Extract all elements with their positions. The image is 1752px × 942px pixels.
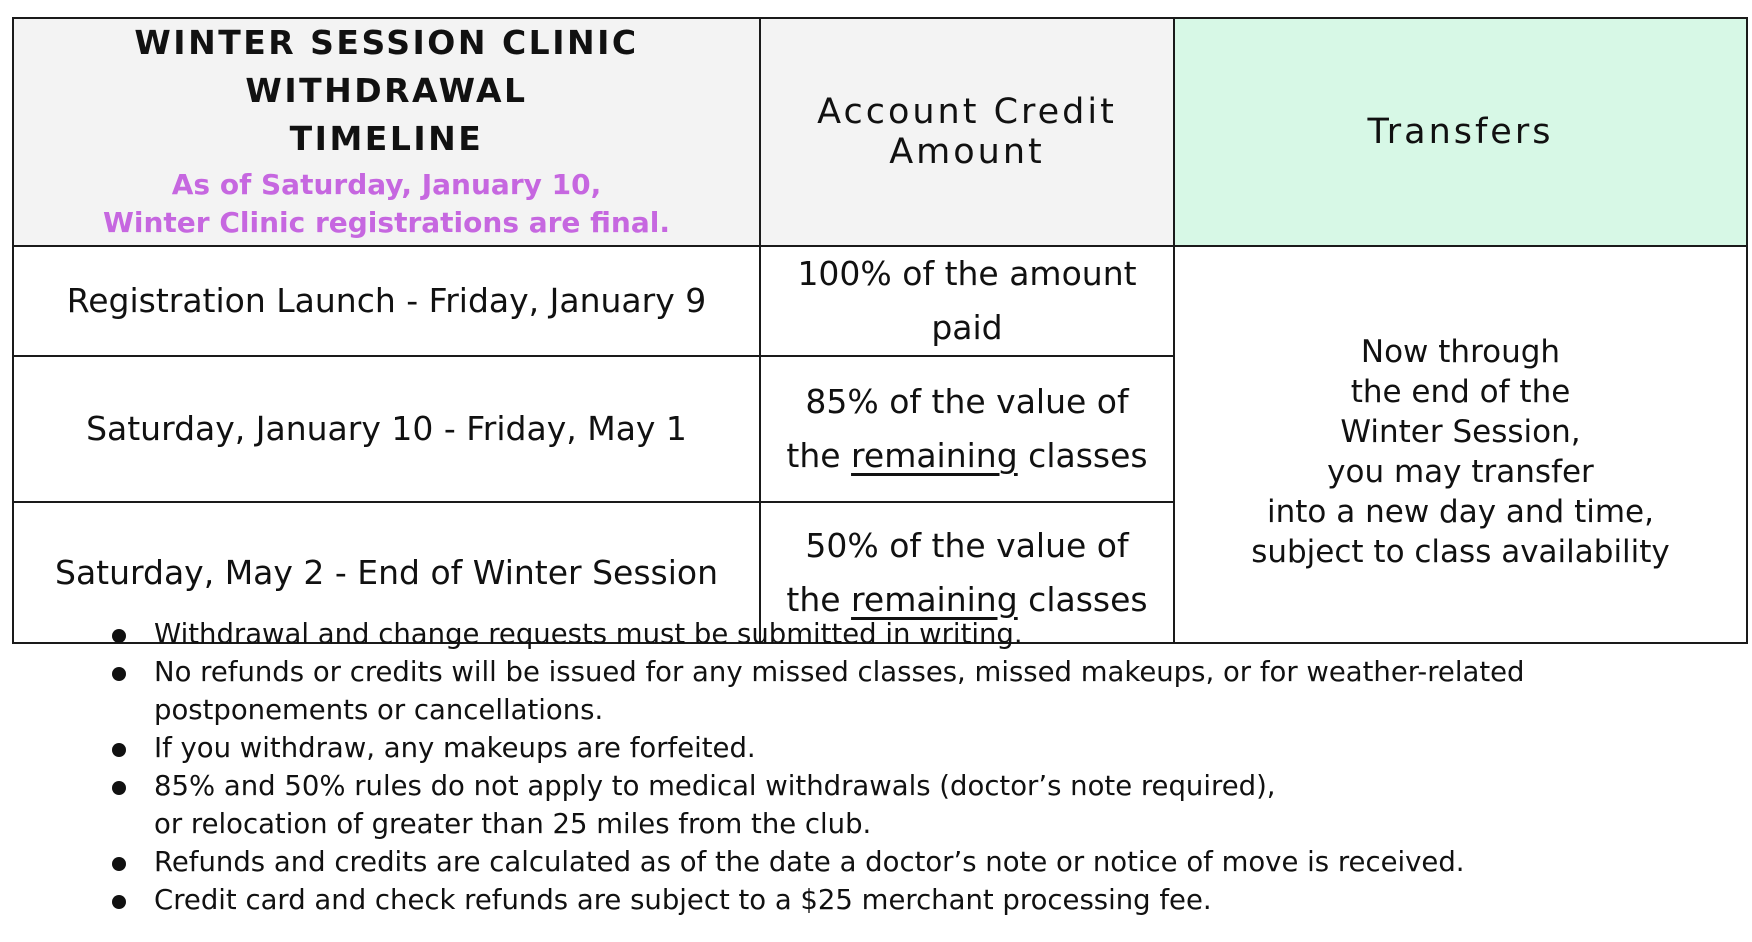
credit-line2-pre: the — [786, 579, 852, 619]
credit-cell — [760, 356, 1174, 502]
remaining-underlined: remaining — [851, 436, 1018, 475]
withdrawal-timeline-table — [12, 17, 1748, 644]
transfers-heading: Transfers — [1367, 112, 1554, 152]
table-row — [13, 246, 1747, 356]
bullet-icon — [112, 743, 126, 757]
note-line: 85% and 50% rules do not apply to medical withdrawals (doctor’s note required), — [154, 770, 1276, 802]
credit-cell — [760, 246, 1174, 356]
credit-text: 100% of the amount paid — [797, 254, 1137, 347]
transfers-line: the end of the — [1350, 373, 1571, 410]
note-line: If you withdraw, any makeups are forfeited. — [154, 732, 756, 764]
transfers-line: you may transfer — [1327, 453, 1594, 490]
credit-text — [761, 519, 1173, 627]
note-line: No refunds or credits will be issued for any missed classes, missed makeups, or for weather-related — [154, 656, 1525, 688]
period-cell — [13, 246, 760, 356]
bullet-icon — [112, 629, 126, 643]
transfers-line: Winter Session, — [1340, 413, 1581, 450]
credit-heading: Account Credit Amount — [817, 92, 1117, 172]
policy-notes-list — [100, 615, 1660, 919]
timeline-header-cell — [13, 18, 760, 246]
period-text: Registration Launch - Friday, January 9 — [66, 281, 707, 320]
transfers-line: into a new day and time, — [1267, 493, 1654, 530]
transfers-cell — [1174, 246, 1747, 643]
credit-header-cell — [760, 18, 1174, 246]
credit-line2-pre: the — [786, 436, 852, 475]
period-cell — [13, 356, 760, 502]
credit-line1: 85% of the value of — [805, 382, 1129, 421]
period-text: Saturday, May 2 - End of Winter Session — [55, 552, 718, 592]
note-line: or relocation of greater than 25 miles from the club. — [154, 808, 872, 840]
list-item — [100, 843, 1660, 881]
list-item — [100, 729, 1660, 767]
remaining-underlined: remaining — [851, 579, 1018, 619]
note-line: Refunds and credits are calculated as of the date a doctor’s note or notice of move is received. — [154, 846, 1465, 878]
table-header-row — [13, 18, 1747, 246]
transfers-header-cell — [1174, 18, 1747, 246]
note-line: Credit card and check refunds are subject to a $25 merchant processing fee. — [154, 884, 1212, 916]
timeline-title-line2: TIMELINE — [289, 119, 484, 158]
timeline-subtitle-line2: Winter Clinic registrations are final. — [103, 206, 670, 239]
credit-line2-post: classes — [1017, 579, 1148, 619]
list-item — [100, 653, 1660, 729]
note-line: postponements or cancellations. — [154, 694, 604, 726]
period-text: Saturday, January 10 - Friday, May 1 — [86, 409, 687, 448]
credit-text — [761, 375, 1173, 483]
bullet-icon — [112, 857, 126, 871]
list-item — [100, 767, 1660, 843]
timeline-title-line1: WINTER SESSION CLINIC WITHDRAWAL — [134, 23, 639, 110]
transfers-line: Now through — [1360, 333, 1561, 370]
credit-line2-post: classes — [1017, 436, 1148, 475]
bullet-icon — [112, 667, 126, 681]
list-item — [100, 615, 1660, 653]
bullet-icon — [112, 781, 126, 795]
transfers-text — [1175, 318, 1746, 572]
transfers-line: subject to class availability — [1251, 533, 1670, 570]
list-item — [100, 881, 1660, 919]
note-line: Withdrawal and change requests must be submitted in writing. — [154, 618, 1023, 650]
timeline-subtitle-line1: As of Saturday, January 10, — [171, 168, 602, 201]
credit-line1: 50% of the value of — [805, 525, 1129, 565]
bullet-icon — [112, 895, 126, 909]
credit-line2 — [761, 429, 1173, 483]
